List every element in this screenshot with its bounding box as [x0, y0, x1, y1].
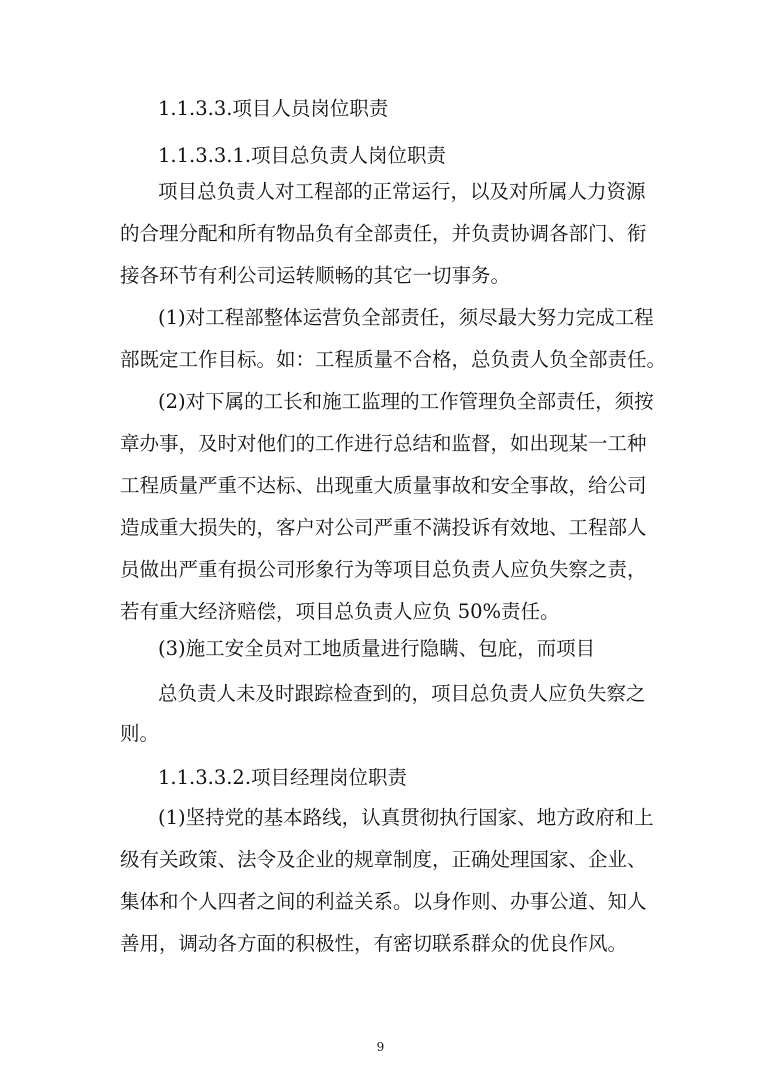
paragraph-line: (1)对工程部整体运营负全部责任，须尽最大努力完成工程: [158, 306, 654, 329]
paragraph-line: 部既定工作目标。如：工程质量不合格，总负责人负全部责任。: [120, 348, 667, 371]
paragraph-line: 接各环节有利公司运转顺畅的其它一切事务。: [120, 264, 511, 287]
paragraph-line: 员做出严重有损公司形象行为等项目总负责人应负失察之责，: [120, 558, 647, 581]
paragraph-line: 则。: [120, 722, 160, 745]
paragraph-line: 项目总负责人对工程部的正常运行，以及对所属人力资源: [158, 180, 646, 203]
subsection-heading: 1.1.3.3.1.项目总负责人岗位职责: [158, 144, 447, 167]
paragraph-line: 级有关政策、法令及企业的规章制度，正确处理国家、企业、: [120, 848, 647, 871]
paragraph-line: 工程质量严重不达标、出现重大质量事故和安全事故，给公司: [120, 474, 647, 497]
paragraph-line: 若有重大经济赔偿，项目总负责人应负 50%责任。: [120, 600, 560, 623]
paragraph-line: 造成重大损失的，客户对公司严重不满投诉有效地、工程部人: [120, 516, 647, 539]
paragraph-line: 总负责人未及时跟踪检查到的，项目总负责人应负失察之: [158, 682, 646, 705]
section-heading: 1.1.3.3.项目人员岗位职责: [158, 97, 389, 120]
paragraph-line: (2)对下属的工长和施工监理的工作管理负全部责任，须按: [158, 390, 654, 413]
paragraph-line: (3)施工安全员对工地质量进行隐瞒、包庇，而项目: [158, 637, 596, 660]
page-number: 9: [376, 1040, 385, 1054]
paragraph-line: (1)坚持党的基本路线，认真贯彻执行国家、地方政府和上: [158, 806, 654, 829]
paragraph-line: 的合理分配和所有物品负有全部责任，并负责协调各部门、衔: [120, 222, 647, 245]
paragraph-line: 善用，调动各方面的积极性，有密切联系群众的优良作风。: [120, 932, 628, 955]
paragraph-line: 章办事，及时对他们的工作进行总结和监督，如出现某一工种: [120, 432, 647, 455]
paragraph-line: 集体和个人四者之间的利益关系。以身作则、办事公道、知人: [120, 890, 647, 913]
subsection-heading: 1.1.3.3.2.项目经理岗位职责: [158, 766, 408, 789]
